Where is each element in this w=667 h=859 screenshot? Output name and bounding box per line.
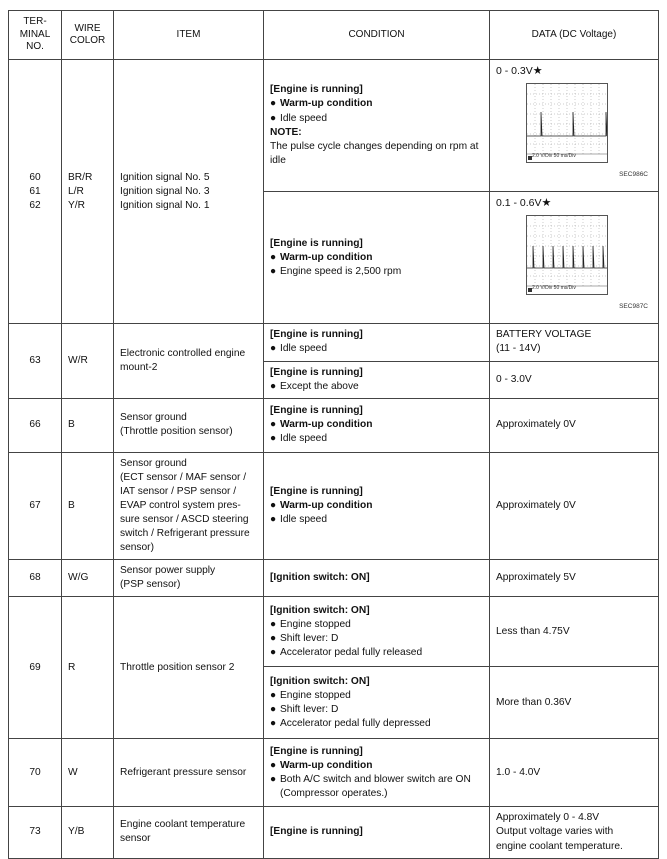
- item-text: Sensor ground: [120, 412, 187, 424]
- bullet-text: Engine stopped: [280, 689, 351, 701]
- condition-title: [Engine is running]: [270, 826, 363, 838]
- data-cell: Less than 4.75V: [490, 597, 659, 667]
- condition-cell: [264, 667, 490, 739]
- bullet-text: Idle speed: [280, 513, 328, 525]
- data-cell: Approximately 0V: [490, 452, 659, 560]
- condition-cell: [264, 398, 490, 452]
- item-text: IAT sensor / PSP sensor /: [120, 485, 237, 497]
- bullet-icon: ●: [270, 618, 277, 630]
- data-cell: Approximately 0V: [490, 398, 659, 452]
- data-cell: 1.0 - 4.0V: [490, 739, 659, 807]
- data-cell: 0 - 3.0V: [490, 361, 659, 398]
- item-cell: [114, 398, 264, 452]
- condition-bullet: [270, 513, 483, 527]
- wire-color: Y/R: [68, 199, 85, 211]
- data-cell: [490, 192, 659, 324]
- star-icon: ★: [541, 197, 552, 210]
- item-text: (ECT sensor / MAF sensor /: [120, 471, 247, 483]
- condition-bullet: [270, 689, 483, 703]
- table-row: [9, 560, 659, 597]
- header-data: DATA (DC Voltage): [490, 11, 659, 60]
- wire-color-cell: W/G: [62, 560, 114, 597]
- voltage-value: 0.1 - 0.6V: [496, 197, 542, 210]
- table-row: [9, 739, 659, 807]
- bullet-icon: ●: [270, 265, 277, 277]
- condition-bullet: [270, 251, 483, 265]
- item-text: (Throttle position sensor): [120, 426, 233, 438]
- terminal-cell: 69: [9, 597, 62, 739]
- wire-color-cell: W: [62, 739, 114, 807]
- wire-color-cell: W/R: [62, 324, 114, 398]
- oscilloscope-screen: [526, 215, 608, 295]
- bullet-text: Except the above: [280, 380, 359, 392]
- condition-cell: [264, 324, 490, 361]
- data-cell: More than 0.36V: [490, 667, 659, 739]
- table-row: [9, 60, 659, 192]
- condition-title: [Engine is running]: [270, 84, 363, 96]
- item-text: Ignition signal No. 3: [120, 185, 210, 197]
- condition-bullet: [270, 773, 483, 801]
- condition-title: [Ignition switch: ON]: [270, 604, 370, 616]
- table-row: [9, 597, 659, 667]
- item-text: Ignition signal No. 1: [120, 199, 210, 211]
- data-value: engine coolant temperature.: [496, 840, 623, 852]
- item-text: Ignition signal No. 5: [120, 171, 210, 183]
- header-item: ITEM: [114, 11, 264, 60]
- condition-title: [Engine is running]: [270, 237, 363, 249]
- header-terminal-line: NO.: [26, 41, 44, 53]
- item-text: sure sensor / ASCD steering: [120, 513, 249, 525]
- bullet-text: Warm-up condition: [280, 251, 373, 263]
- terminal-cell: 73: [9, 807, 62, 858]
- wire-color-cell: Y/B: [62, 807, 114, 858]
- bullet-icon: ●: [270, 380, 277, 392]
- bullet-text: Both A/C switch and blower switch are ON (Compressor operates.): [280, 773, 471, 799]
- condition-bullet: [270, 418, 483, 432]
- bullet-text: Warm-up condition: [280, 759, 373, 771]
- bullet-icon: ●: [270, 646, 277, 658]
- table-row: [9, 324, 659, 361]
- item-cell: Engine coolant temperature sensor: [114, 807, 264, 858]
- terminal-cell: 67: [9, 452, 62, 560]
- item-cell: [114, 560, 264, 597]
- note-label: NOTE:: [270, 126, 302, 138]
- wire-color: BR/R: [68, 171, 93, 183]
- header-terminal-line: TER-: [23, 16, 47, 28]
- item-cell: [114, 60, 264, 324]
- terminal-cell: 68: [9, 560, 62, 597]
- ecm-terminal-table: [8, 10, 659, 859]
- terminal-cell: 70: [9, 739, 62, 807]
- item-cell: [114, 452, 264, 560]
- terminal-cell: [9, 60, 62, 324]
- bullet-text: Accelerator pedal fully released: [280, 646, 423, 658]
- condition-bullet: [270, 265, 483, 279]
- condition-title: [Engine is running]: [270, 405, 363, 417]
- bullet-text: Idle speed: [280, 112, 328, 124]
- waveform-svg: [527, 216, 607, 294]
- bullet-icon: ●: [270, 513, 277, 525]
- bullet-icon: ●: [270, 759, 277, 771]
- data-cell: [490, 807, 659, 858]
- data-value: Approximately 0 - 4.8V: [496, 812, 600, 824]
- bullet-text: Engine speed is 2,500 rpm: [280, 265, 402, 277]
- terminal-cell: 66: [9, 398, 62, 452]
- note-text: The pulse cycle changes depending on rpm at idle: [270, 140, 479, 166]
- bullet-text: Warm-up condition: [280, 419, 373, 431]
- item-text: (PSP sensor): [120, 579, 181, 591]
- scope-scale-label: 2.0 V/Div 50 ms/Div: [532, 153, 576, 160]
- data-value: BATTERY VOLTAGE: [496, 329, 592, 341]
- bullet-icon: ●: [270, 689, 277, 701]
- scope-scale-label: 2.0 V/Div 50 ms/Div: [532, 285, 576, 292]
- item-cell: Refrigerant pressure sensor: [114, 739, 264, 807]
- header-terminal: [9, 11, 62, 60]
- bullet-text: Shift lever: D: [280, 632, 339, 644]
- data-cell: [490, 324, 659, 361]
- condition-bullet: [270, 618, 483, 632]
- table-row: [9, 452, 659, 560]
- condition-title: [Ignition switch: ON]: [270, 572, 370, 584]
- terminal-number: 62: [29, 199, 41, 211]
- bullet-icon: ●: [270, 98, 277, 110]
- bullet-icon: ●: [270, 717, 277, 729]
- item-text: switch / Refrigerant pressure: [120, 528, 250, 540]
- condition-bullet: [270, 717, 483, 731]
- header-wire-line: COLOR: [69, 35, 106, 46]
- oscilloscope-figure: [496, 215, 652, 319]
- condition-cell: [264, 192, 490, 324]
- header-wire-color: [62, 11, 114, 60]
- header-terminal-line: MINAL: [19, 28, 51, 40]
- wire-color-cell: R: [62, 597, 114, 739]
- bullet-text: Idle speed: [280, 343, 328, 355]
- condition-title: [Engine is running]: [270, 366, 363, 378]
- header-row: [9, 11, 659, 60]
- condition-cell: [264, 807, 490, 858]
- terminal-number: 60: [29, 171, 41, 183]
- data-value: [496, 196, 652, 211]
- condition-title: [Engine is running]: [270, 485, 363, 497]
- data-value: (11 - 14V): [496, 343, 541, 355]
- condition-cell: [264, 60, 490, 192]
- item-cell: Throttle position sensor 2: [114, 597, 264, 739]
- condition-cell: [264, 560, 490, 597]
- bullet-icon: ●: [270, 773, 277, 785]
- data-value: [496, 64, 652, 79]
- wire-color-cell: B: [62, 398, 114, 452]
- bullet-icon: ●: [270, 499, 277, 511]
- condition-bullet: [270, 632, 483, 646]
- condition-title: [Engine is running]: [270, 745, 363, 757]
- bullet-icon: ●: [270, 251, 277, 263]
- condition-bullet: [270, 703, 483, 717]
- condition-cell: [264, 452, 490, 560]
- condition-cell: [264, 597, 490, 667]
- item-text: sensor): [120, 542, 154, 554]
- wire-color-cell: [62, 60, 114, 324]
- condition-bullet: [270, 380, 483, 394]
- table-row: [9, 807, 659, 858]
- condition-title: [Ignition switch: ON]: [270, 675, 370, 687]
- bullet-text: Warm-up condition: [280, 98, 373, 110]
- voltage-value: 0 - 0.3V: [496, 65, 533, 77]
- condition-bullet: [270, 97, 483, 111]
- condition-bullet: [270, 112, 483, 126]
- bullet-text: Shift lever: D: [280, 703, 339, 715]
- bullet-icon: ●: [270, 343, 277, 355]
- data-value: Output voltage varies with: [496, 826, 614, 838]
- bullet-icon: ●: [270, 632, 277, 644]
- terminal-cell: 63: [9, 324, 62, 398]
- condition-bullet: [270, 432, 483, 446]
- condition-bullet: [270, 759, 483, 773]
- terminal-number: 61: [29, 185, 41, 197]
- condition-title: [Engine is running]: [270, 329, 363, 341]
- header-wire-line: WIRE: [74, 22, 101, 34]
- data-cell: Approximately 5V: [490, 560, 659, 597]
- wire-color: L/R: [68, 185, 84, 197]
- data-cell: [490, 60, 659, 192]
- bullet-icon: ●: [270, 703, 277, 715]
- header-condition: CONDITION: [264, 11, 490, 60]
- bullet-icon: ●: [270, 112, 277, 124]
- bullet-text: Warm-up condition: [280, 499, 373, 511]
- condition-bullet: [270, 499, 483, 513]
- condition-bullet: [270, 646, 483, 660]
- item-text: Sensor ground: [120, 457, 187, 469]
- bullet-icon: ●: [270, 433, 277, 445]
- item-text: EVAP control system pres-: [120, 499, 241, 511]
- condition-cell: [264, 361, 490, 398]
- wire-color-cell: B: [62, 452, 114, 560]
- star-icon: ★: [532, 65, 543, 77]
- oscilloscope-screen: [526, 83, 608, 163]
- item-cell: Electronic controlled engine mount-2: [114, 324, 264, 398]
- bullet-icon: ●: [270, 419, 277, 431]
- figure-code: SEC986C: [619, 171, 648, 179]
- condition-cell: [264, 739, 490, 807]
- bullet-text: Accelerator pedal fully depressed: [280, 717, 431, 729]
- bullet-text: Engine stopped: [280, 618, 351, 630]
- waveform-svg: [527, 84, 607, 162]
- item-text: Sensor power supply: [120, 565, 216, 577]
- table-row: [9, 398, 659, 452]
- figure-code: SEC987C: [619, 303, 648, 311]
- condition-bullet: [270, 342, 483, 356]
- oscilloscope-figure: [496, 83, 652, 187]
- bullet-text: Idle speed: [280, 433, 328, 445]
